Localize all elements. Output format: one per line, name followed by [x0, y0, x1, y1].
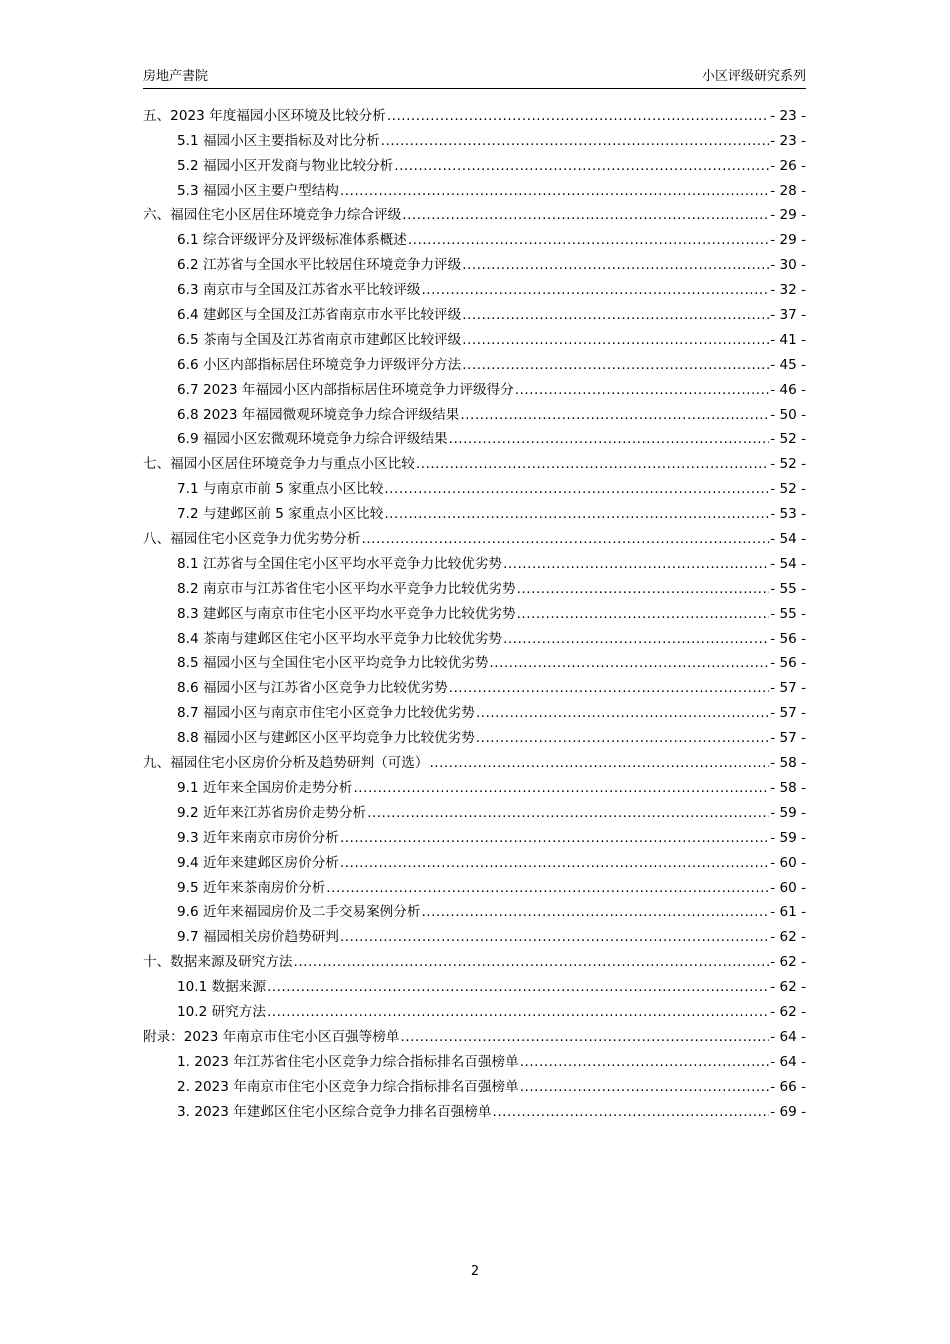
toc-section[interactable] — [143, 274, 806, 299]
toc-chapter[interactable] — [143, 1021, 806, 1046]
toc-entry-title: 9.5 近年来茶南房价分析 — [177, 879, 326, 896]
toc-entry-title: 10.1 数据来源 — [177, 979, 266, 996]
toc-section[interactable] — [143, 598, 806, 623]
toc-entry-title: 6.2 江苏省与全国水平比较居住环境竞争力评级 — [177, 257, 462, 274]
toc-chapter[interactable] — [143, 523, 806, 548]
toc-dot-leader — [387, 107, 769, 125]
toc-section[interactable] — [143, 150, 806, 175]
toc-entry-title: 2. 2023 年南京市住宅小区竞争力综合指标排名百强榜单 — [177, 1078, 519, 1095]
toc-dot-leader — [400, 1028, 769, 1046]
toc-section[interactable] — [143, 374, 806, 399]
toc-entry-title: 8.2 南京市与江苏省住宅小区平均水平竞争力比较优劣势 — [177, 580, 516, 597]
toc-entry-title: 9.6 近年来福园房价及二手交易案例分析 — [177, 904, 421, 921]
toc-entry-title: 8.1 江苏省与全国住宅小区平均水平竞争力比较优劣势 — [177, 555, 503, 572]
toc-entry-page: - 53 - — [770, 506, 806, 523]
toc-entry-title: 5.2 福园小区开发商与物业比较分析 — [177, 157, 394, 174]
table-of-contents — [143, 100, 806, 1121]
toc-entry-page: - 23 - — [770, 107, 806, 124]
toc-entry-title: 9.4 近年来建邺区房价分析 — [177, 854, 339, 871]
toc-entry-title: 8.8 福园小区与建邺区小区平均竞争力比较优劣势 — [177, 730, 475, 747]
toc-entry-page: - 62 - — [770, 979, 806, 996]
toc-dot-leader — [340, 928, 769, 946]
toc-entry-page: - 54 - — [770, 531, 806, 548]
toc-dot-leader — [449, 430, 770, 448]
toc-dot-leader — [294, 953, 770, 971]
toc-section[interactable] — [143, 1071, 806, 1096]
toc-entry-title: 6.1 综合评级评分及评级标准体系概述 — [177, 232, 407, 249]
toc-entry-title: 七、福园小区居住环境竞争力与重点小区比较 — [143, 456, 415, 473]
toc-entry-page: - 57 - — [770, 680, 806, 697]
toc-entry-page: - 61 - — [770, 904, 806, 921]
toc-entry-page: - 57 - — [770, 730, 806, 747]
toc-section[interactable] — [143, 722, 806, 747]
toc-dot-leader — [515, 381, 770, 399]
toc-entry-page: - 56 - — [770, 655, 806, 672]
toc-entry-title: 六、福园住宅小区居住环境竞争力综合评级 — [143, 207, 402, 224]
toc-dot-leader — [340, 854, 769, 872]
toc-entry-title: 9.2 近年来江苏省房价走势分析 — [177, 804, 367, 821]
toc-dot-leader — [460, 406, 769, 424]
toc-dot-leader — [267, 1003, 769, 1021]
toc-entry-page: - 41 - — [770, 331, 806, 348]
toc-entry-title: 5.3 福园小区主要户型结构 — [177, 182, 339, 199]
toc-dot-leader — [462, 331, 769, 349]
toc-dot-leader — [517, 605, 770, 623]
toc-entry-title: 8.6 福园小区与江苏省小区竞争力比较优劣势 — [177, 680, 448, 697]
toc-entry-title: 9.7 福园相关房价趋势研判 — [177, 929, 339, 946]
toc-entry-title: 7.1 与南京市前 5 家重点小区比较 — [177, 481, 384, 498]
toc-entry-title: 6.5 茶南与全国及江苏省南京市建邺区比较评级 — [177, 331, 462, 348]
toc-entry-title: 八、福园住宅小区竞争力优劣势分析 — [143, 531, 361, 548]
toc-dot-leader — [462, 306, 769, 324]
toc-entry-title: 5.1 福园小区主要指标及对比分析 — [177, 132, 380, 149]
toc-entry-page: - 29 - — [770, 207, 806, 224]
toc-dot-leader — [429, 754, 769, 772]
toc-entry-page: - 45 - — [770, 356, 806, 373]
toc-dot-leader — [476, 729, 769, 747]
toc-section[interactable] — [143, 473, 806, 498]
toc-dot-leader — [462, 256, 769, 274]
toc-entry-title: 8.3 建邺区与南京市住宅小区平均水平竞争力比较优劣势 — [177, 605, 516, 622]
toc-entry-page: - 60 - — [770, 854, 806, 871]
toc-entry-page: - 62 - — [770, 954, 806, 971]
toc-entry-page: - 62 - — [770, 929, 806, 946]
toc-dot-leader — [517, 580, 770, 598]
toc-entry-page: - 55 - — [770, 580, 806, 597]
toc-section[interactable] — [143, 847, 806, 872]
toc-entry-page: - 56 - — [770, 630, 806, 647]
header-series: 小区评级研究系列 — [701, 69, 806, 84]
toc-entry-page: - 28 - — [770, 182, 806, 199]
toc-entry-page: - 62 - — [770, 1003, 806, 1020]
toc-section[interactable] — [143, 1046, 806, 1071]
toc-section[interactable] — [143, 921, 806, 946]
toc-entry-title: 五、2023 年度福园小区环境及比较分析 — [143, 107, 386, 124]
toc-dot-leader — [421, 903, 769, 921]
toc-chapter[interactable] — [143, 946, 806, 971]
page-header — [143, 68, 806, 89]
toc-entry-page: - 58 - — [770, 755, 806, 772]
toc-entry-page: - 52 - — [770, 481, 806, 498]
toc-dot-leader — [384, 480, 769, 498]
toc-chapter[interactable] — [143, 200, 806, 225]
toc-entry-title: 3. 2023 年建邺区住宅小区综合竞争力排名百强榜单 — [177, 1103, 492, 1120]
toc-dot-leader — [326, 879, 769, 897]
toc-section[interactable] — [143, 872, 806, 897]
toc-entry-title: 十、数据来源及研究方法 — [143, 954, 293, 971]
toc-dot-leader — [384, 505, 769, 523]
toc-dot-leader — [520, 1053, 770, 1071]
toc-section[interactable] — [143, 349, 806, 374]
toc-dot-leader — [449, 679, 770, 697]
toc-dot-leader — [340, 182, 769, 200]
toc-section[interactable] — [143, 1096, 806, 1121]
toc-dot-leader — [381, 132, 770, 150]
toc-entry-page: - 52 - — [770, 431, 806, 448]
toc-section[interactable] — [143, 125, 806, 150]
toc-entry-title: 8.4 茶南与建邺区住宅小区平均水平竞争力比较优劣势 — [177, 630, 503, 647]
toc-section[interactable] — [143, 822, 806, 847]
toc-dot-leader — [340, 829, 769, 847]
toc-dot-leader — [416, 455, 769, 473]
toc-entry-page: - 26 - — [770, 157, 806, 174]
toc-entry-page: - 60 - — [770, 879, 806, 896]
toc-entry-page: - 30 - — [770, 257, 806, 274]
toc-entry-title: 九、福园住宅小区房价分析及趋势研判（可选） — [143, 755, 429, 772]
toc-chapter[interactable] — [143, 747, 806, 772]
toc-dot-leader — [493, 1103, 770, 1121]
toc-entry-title: 6.9 福园小区宏微观环境竞争力综合评级结果 — [177, 431, 448, 448]
toc-entry-page: - 29 - — [770, 232, 806, 249]
toc-section[interactable] — [143, 224, 806, 249]
toc-entry-page: - 23 - — [770, 132, 806, 149]
toc-section[interactable] — [143, 648, 806, 673]
toc-entry-page: - 64 - — [770, 1053, 806, 1070]
toc-entry-title: 附录：2023 年南京市住宅小区百强等榜单 — [143, 1028, 400, 1045]
toc-chapter[interactable] — [143, 448, 806, 473]
toc-dot-leader — [489, 654, 769, 672]
toc-section[interactable] — [143, 772, 806, 797]
toc-entry-page: - 69 - — [770, 1103, 806, 1120]
toc-entry-page: - 37 - — [770, 307, 806, 324]
toc-section[interactable] — [143, 697, 806, 722]
toc-entry-title: 9.3 近年来南京市房价分析 — [177, 829, 339, 846]
toc-section[interactable] — [143, 324, 806, 349]
toc-section[interactable] — [143, 573, 806, 598]
toc-section[interactable] — [143, 971, 806, 996]
page-number: 2 — [470, 1264, 480, 1279]
toc-dot-leader — [394, 157, 769, 175]
toc-section[interactable] — [143, 249, 806, 274]
toc-dot-leader — [408, 231, 769, 249]
toc-dot-leader — [503, 630, 769, 648]
toc-entry-page: - 64 - — [770, 1028, 806, 1045]
toc-dot-leader — [267, 978, 769, 996]
toc-chapter[interactable] — [143, 100, 806, 125]
toc-entry-page: - 66 - — [770, 1078, 806, 1095]
toc-entry-page: - 59 - — [770, 829, 806, 846]
toc-entry-page: - 46 - — [770, 381, 806, 398]
toc-section[interactable] — [143, 623, 806, 648]
toc-entry-page: - 57 - — [770, 705, 806, 722]
toc-entry-title: 9.1 近年来全国房价走势分析 — [177, 779, 353, 796]
toc-section[interactable] — [143, 672, 806, 697]
toc-section[interactable] — [143, 897, 806, 922]
toc-entry-title: 6.4 建邺区与全国及江苏省南京市水平比较评级 — [177, 307, 462, 324]
toc-section[interactable] — [143, 299, 806, 324]
header-publisher: 房地产書院 — [143, 69, 209, 84]
toc-dot-leader — [402, 206, 769, 224]
toc-dot-leader — [353, 779, 769, 797]
toc-dot-leader — [520, 1078, 770, 1096]
toc-entry-title: 7.2 与建邺区前 5 家重点小区比较 — [177, 506, 384, 523]
toc-entry-title: 6.7 2023 年福园小区内部指标居住环境竞争力评级得分 — [177, 381, 514, 398]
toc-entry-page: - 59 - — [770, 804, 806, 821]
toc-entry-page: - 52 - — [770, 456, 806, 473]
toc-entry-page: - 32 - — [770, 282, 806, 299]
toc-entry-title: 8.5 福园小区与全国住宅小区平均竞争力比较优劣势 — [177, 655, 489, 672]
toc-dot-leader — [421, 281, 769, 299]
toc-section[interactable] — [143, 424, 806, 449]
toc-entry-page: - 54 - — [770, 555, 806, 572]
toc-entry-page: - 58 - — [770, 779, 806, 796]
toc-section[interactable] — [143, 399, 806, 424]
toc-section[interactable] — [143, 996, 806, 1021]
toc-entry-title: 8.7 福园小区与南京市住宅小区竞争力比较优劣势 — [177, 705, 475, 722]
toc-section[interactable] — [143, 175, 806, 200]
toc-dot-leader — [503, 555, 769, 573]
toc-section[interactable] — [143, 548, 806, 573]
toc-dot-leader — [462, 356, 769, 374]
toc-entry-page: - 50 - — [770, 406, 806, 423]
toc-entry-page: - 55 - — [770, 605, 806, 622]
toc-entry-title: 1. 2023 年江苏省住宅小区竞争力综合指标排名百强榜单 — [177, 1053, 519, 1070]
toc-dot-leader — [367, 804, 769, 822]
toc-section[interactable] — [143, 498, 806, 523]
toc-entry-title: 6.8 2023 年福园微观环境竞争力综合评级结果 — [177, 406, 460, 423]
toc-entry-title: 10.2 研究方法 — [177, 1003, 266, 1020]
toc-entry-title: 6.3 南京市与全国及江苏省水平比较评级 — [177, 282, 421, 299]
toc-dot-leader — [362, 530, 770, 548]
toc-dot-leader — [476, 704, 769, 722]
toc-section[interactable] — [143, 797, 806, 822]
toc-entry-title: 6.6 小区内部指标居住环境竞争力评级评分方法 — [177, 356, 462, 373]
